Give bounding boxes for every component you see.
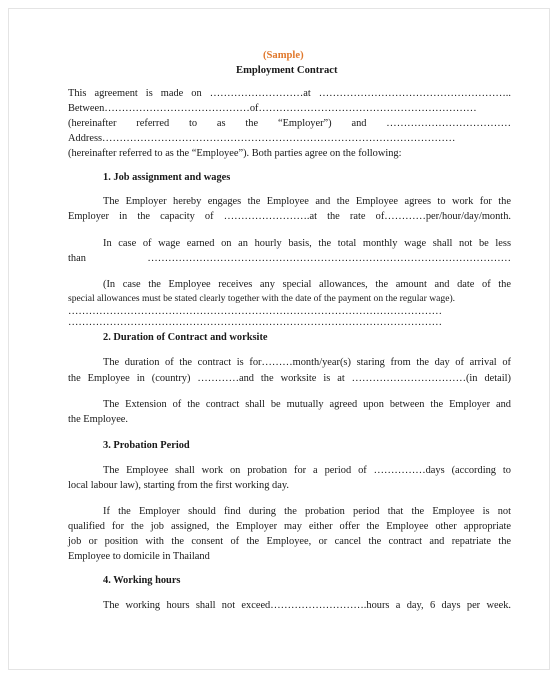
s2-p1-line-1: The duration of the contract is for………month/year(s) staring from the day of arrival of (103, 357, 511, 368)
s3-p2-line-3: job or position with the consent of the Employee, or cancel the contract and repatriate the (68, 536, 511, 547)
s1-p1-line-2: Employer in the capacity of …………………….at the rate of…………per/hour/day/month. (68, 211, 511, 222)
s3-p1-line-2: local labour law), starting from the first working day. (68, 480, 289, 491)
section-4-heading: 4. Working hours (103, 575, 181, 586)
s3-p2-line-1: If the Employer should find during the probation period that the Employee is not (103, 506, 511, 517)
s1-dots-line-1: ……………………………………………………………………………………………… (68, 306, 443, 317)
sample-label: (Sample) (263, 50, 304, 61)
s3-p2-line-4: Employee to domicile in Thailand (68, 551, 210, 562)
intro-line-2: Between……………………………………of……………………………………………………… (68, 103, 477, 114)
s2-p2-line-2: the Employee. (68, 414, 129, 425)
intro-line-1: This agreement is made on ………………………at ……………………………………………….. (68, 88, 511, 99)
s1-p2-line-1: In case of wage earned on an hourly basis, the total monthly wage shall not be less (103, 238, 511, 249)
s1-p1-line-1: The Employer hereby engages the Employee and the Employee agrees to work for the (103, 196, 511, 207)
intro-line-5: (hereinafter referred to as the “Employee”). Both parties agree on the following: (68, 148, 402, 159)
intro-line-3: (hereinafter referred to as the “Employer”) and ……………………………… (68, 118, 511, 129)
s1-p3-line-2: special allowances must be stated clearly together with the date of the payment on the regular wage). (68, 293, 456, 304)
s4-p1-line-1: The working hours shall not exceed……………………….hours a day, 6 days per week. (103, 600, 511, 611)
s1-p3-line-1: (In case the Employee receives any special allowances, the amount and date of the (103, 279, 511, 290)
document-title: Employment Contract (236, 65, 338, 76)
s2-p1-line-2: the Employee in (country) …………and the worksite is at ……………………………(in detail) (68, 373, 511, 384)
section-3-heading: 3. Probation Period (103, 440, 190, 451)
intro-line-4: Address………………………………………………………………………………………… (68, 133, 456, 144)
s3-p1-line-1: The Employee shall work on probation for a period of ……………days (according to (103, 465, 511, 476)
s1-dots-line-2: ……………………………………………………………………………………………… (68, 317, 443, 328)
section-1-heading: 1. Job assignment and wages (103, 172, 231, 183)
s3-p2-line-2: qualified for the job assigned, the Employer may either offer the Employee other appropriate (68, 521, 511, 532)
s1-p2-line-2: than …………………………………………………………………………………………… (68, 253, 511, 264)
s2-p2-line-1: The Extension of the contract shall be mutually agreed upon between the Employer and (103, 399, 511, 410)
section-2-heading: 2. Duration of Contract and worksite (103, 332, 268, 343)
